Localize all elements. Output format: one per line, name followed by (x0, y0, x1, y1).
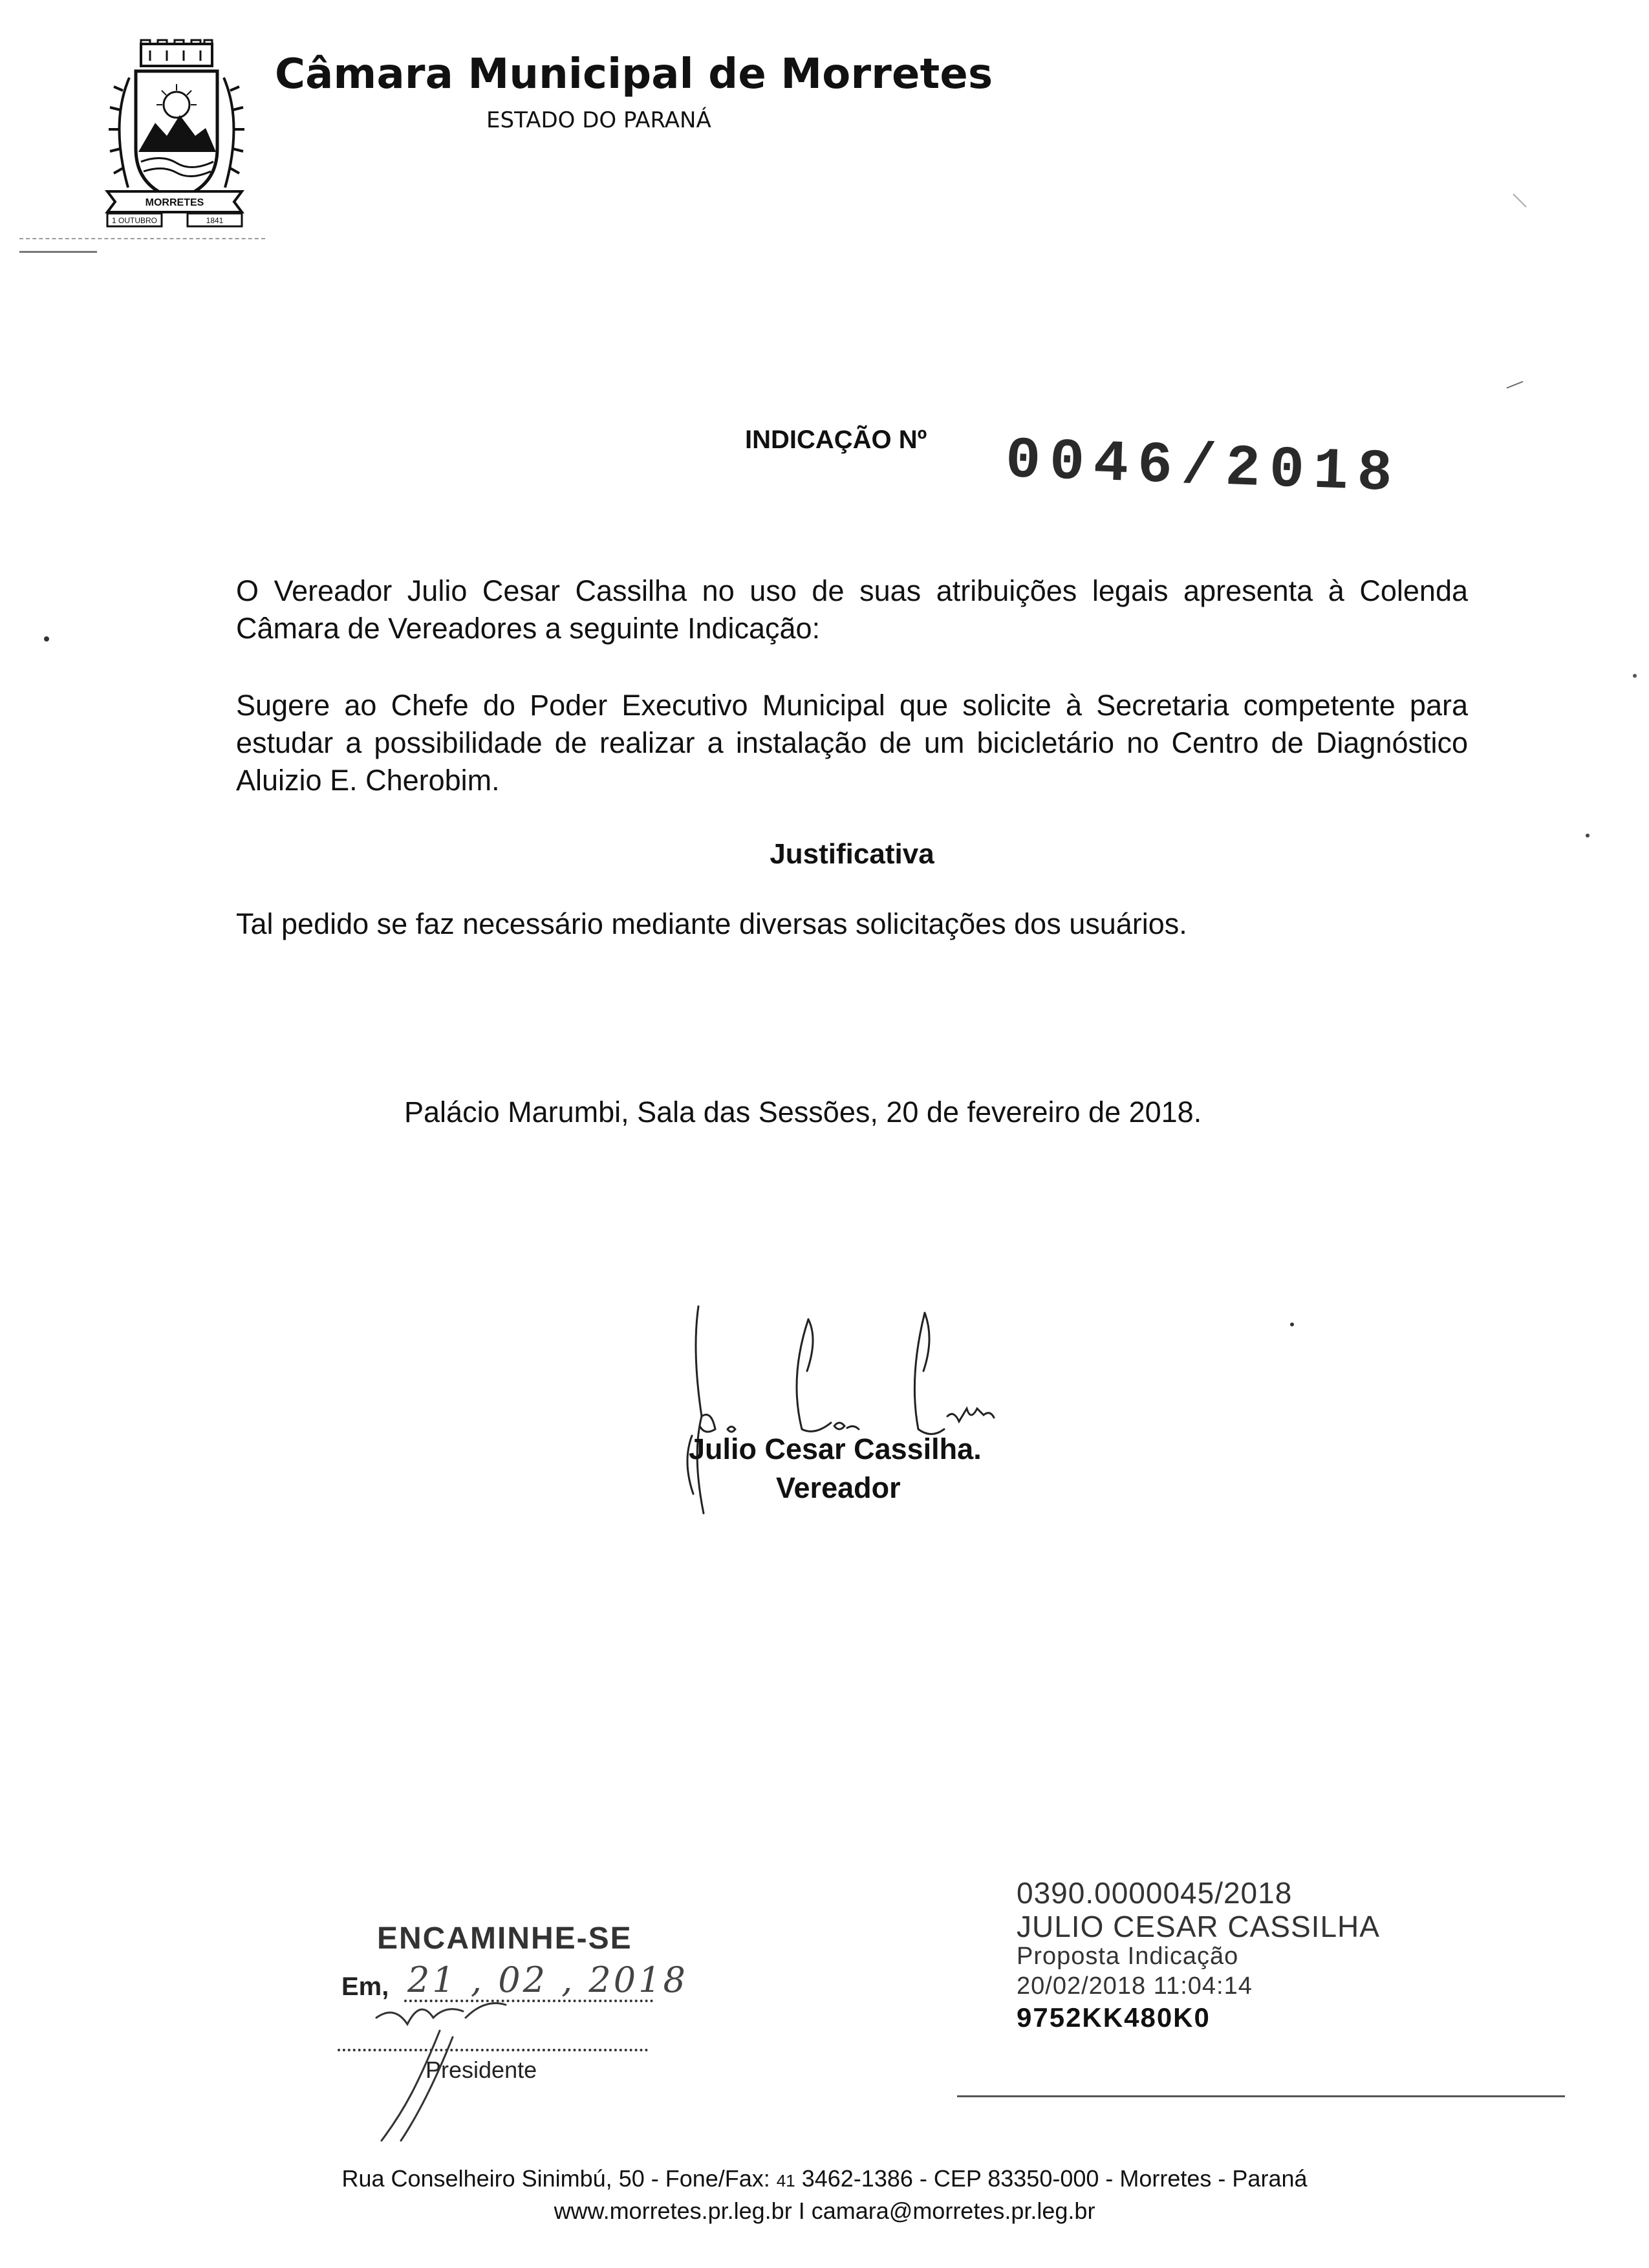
indication-label: INDICAÇÃO Nº (745, 426, 927, 454)
crest-ribbon-text: MORRETES (145, 197, 204, 208)
crest-left-text: 1 OUTUBRO (111, 216, 158, 225)
chamber-name: Câmara Municipal de Morretes (275, 50, 993, 98)
forwarding-stamp-role: Presidente (426, 2057, 537, 2083)
footer-address (0, 2165, 1649, 2192)
footer-address-prefix: Rua Conselheiro Sinimbú, 50 - Fone/Fax: (341, 2165, 777, 2192)
protocol-author: JULIO CESAR CASSILHA (1017, 1910, 1380, 1943)
footer-separator: I (798, 2198, 805, 2224)
footer-contacts (0, 2198, 1649, 2225)
footer-address-suffix: 3462-1386 - CEP 83350-000 - Morretes - Paraná (795, 2165, 1308, 2192)
forwarding-stamp-title: ENCAMINHE-SE (377, 1921, 632, 1956)
forwarding-stamp-em-label: Em, (341, 1972, 389, 2001)
header-divider-short (19, 251, 97, 253)
signer-name: Julio Cesar Cassilha. (689, 1432, 982, 1465)
header-divider (19, 238, 265, 239)
footer-divider (957, 2095, 1565, 2097)
protocol-datetime: 20/02/2018 11:04:14 (1017, 1972, 1253, 2000)
intro-paragraph: O Vereador Julio Cesar Cassilha no uso de suas atribuições legais apresenta à Colenda Câmara de Vereadores a seguinte Indicação: (236, 574, 1468, 645)
footer-area-code: 41 (776, 2171, 795, 2190)
state-name: ESTADO DO PARANÁ (486, 107, 711, 133)
protocol-code: 9752KK480K0 (1017, 2002, 1211, 2033)
crest-right-text: 1841 (206, 216, 224, 225)
justification-title: Justificativa (770, 838, 934, 870)
protocol-type: Proposta Indicação (1017, 1943, 1239, 1970)
footer-email-link[interactable]: camara@morretes.pr.leg.br (811, 2198, 1095, 2224)
footer-website-link[interactable]: www.morretes.pr.leg.br (554, 2198, 792, 2224)
signer-role: Vereador (776, 1471, 901, 1504)
protocol-number: 0390.0000045/2018 (1017, 1876, 1293, 1910)
suggestion-paragraph: Sugere ao Chefe do Poder Executivo Municipal que solicite à Secretaria competente para estudar a possibilidade de realizar a instalação de um bicicletário no Centro de Diagnóstico Aluizio E. Cherobim. (236, 689, 1468, 797)
justification-paragraph: Tal pedido se faz necessário mediante diversas solicitações dos usuários. (236, 907, 1187, 940)
forwarding-stamp-date: 21 , 02 , 2018 (407, 1960, 688, 2000)
president-signature-icon (336, 1966, 543, 2147)
indication-number: 0046/2018 (1004, 428, 1403, 508)
place-date: Palácio Marumbi, Sala das Sessões, 20 de fevereiro de 2018. (404, 1096, 1202, 1129)
municipal-crest-icon (91, 39, 259, 233)
